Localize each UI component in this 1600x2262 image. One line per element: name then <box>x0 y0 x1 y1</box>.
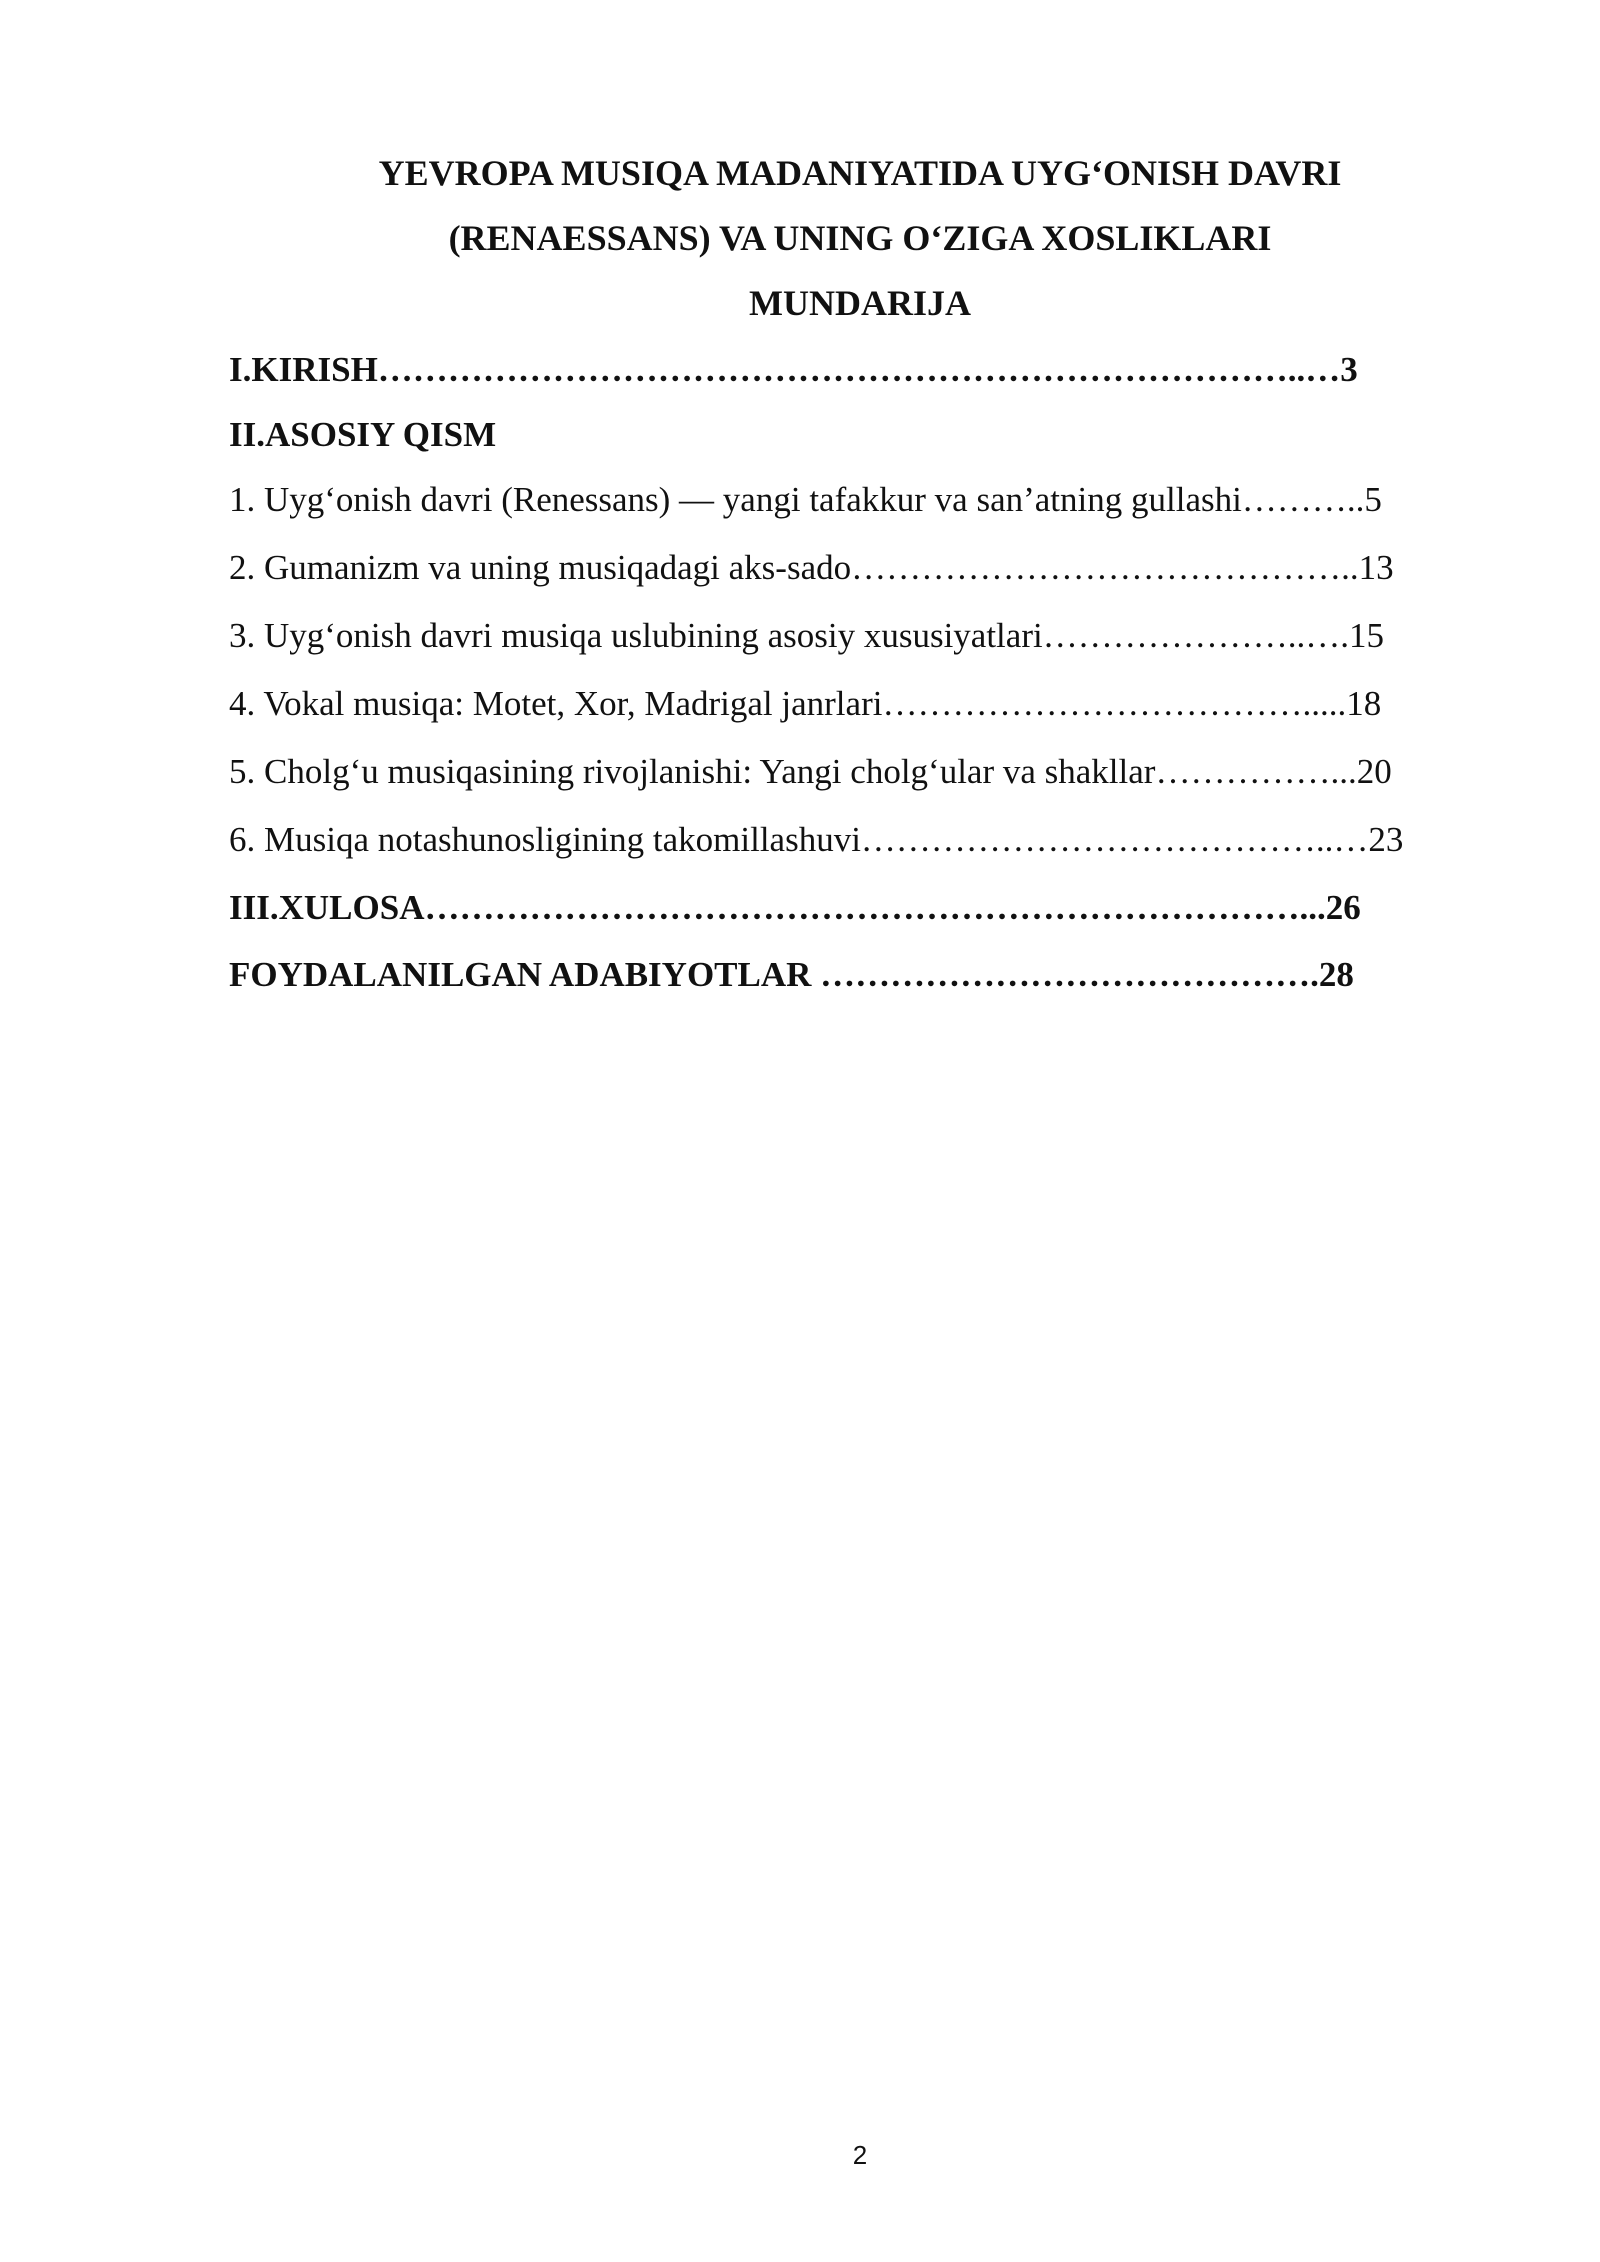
toc-entry-1: 1. Uyg‘onish davri (Renessans) — yangi tafakkur va san’atning gullashi………..5 <box>229 480 1382 519</box>
toc-entry-6: 6. Musiqa notashunosligining takomillashuvi…………………………………..…23 <box>229 820 1404 859</box>
toc-entry-main-part: II.ASOSIY QISM <box>229 415 497 454</box>
toc-entry-introduction: I.KIRISH……………………………………………………………………..…3 <box>229 350 1358 389</box>
page-number: 2 <box>852 2140 868 2170</box>
toc-entry-2: 2. Gumanizm va uning musiqadagi aks-sado……………………………………..13 <box>229 548 1394 587</box>
contents-heading: MUNDARIJA <box>749 283 971 323</box>
document-title-line-1: YEVROPA MUSIQA MADANIYATIDA UYG‘ONISH DAVRI <box>378 153 1342 193</box>
toc-entry-4: 4. Vokal musiqa: Motet, Xor, Madrigal janrlari……………………………….....18 <box>229 684 1382 723</box>
toc-entry-conclusion: III.XULOSA…………………………………………………………………...26 <box>229 888 1361 927</box>
toc-entry-references: FOYDALANILGAN ADABIYOTLAR …………………………………….28 <box>229 955 1354 994</box>
toc-entry-3: 3. Uyg‘onish davri musiqa uslubining asosiy xususiyatlari…………………..….15 <box>229 616 1384 655</box>
toc-entry-5: 5. Cholg‘u musiqasining rivojlanishi: Yangi cholg‘ular va shakllar……………...20 <box>229 752 1392 791</box>
document-title-line-2: (RENAESSANS) VA UNING O‘ZIGA XOSLIKLARI <box>448 218 1272 258</box>
